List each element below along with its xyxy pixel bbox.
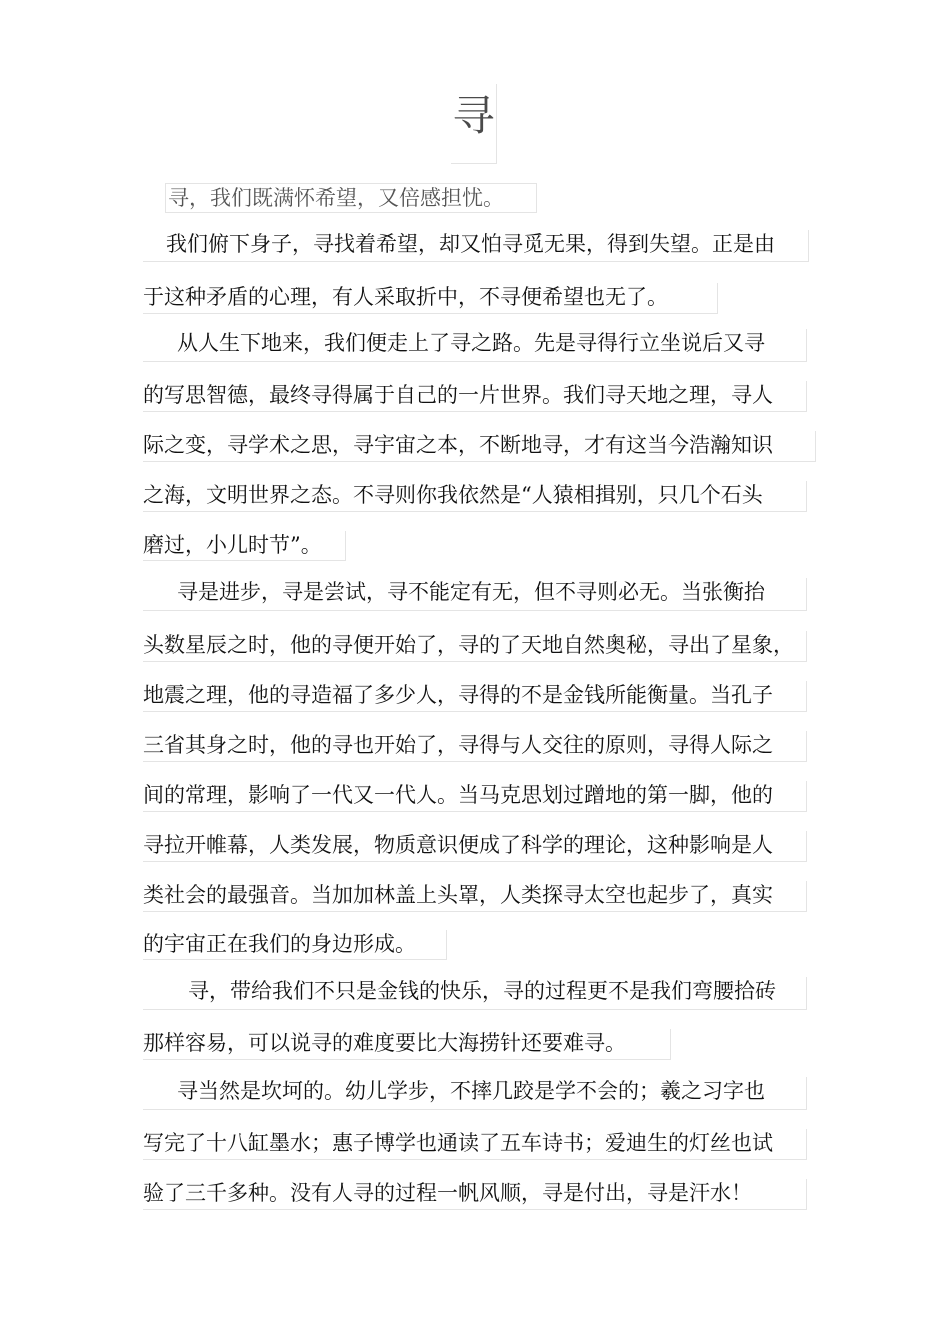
paragraph-line: 我们俯下身子，寻找着希望，却又怕寻觅无果，得到失望。正是由 — [143, 230, 809, 262]
paragraph-line: 磨过，小儿时节”。 — [143, 531, 346, 561]
paragraph-line: 那样容易，可以说寻的难度要比大海捞针还要难寻。 — [143, 1029, 671, 1060]
document-title: 寻 — [451, 84, 497, 164]
paragraph-line: 寻拉开帷幕，人类发展，物质意识便成了科学的理论，这种影响是人 — [143, 831, 807, 862]
paragraph-line: 三省其身之时，他的寻也开始了，寻得与人交往的原则，寻得人际之 — [143, 731, 807, 762]
paragraph-line: 间的常理，影响了一代又一代人。当马克思划过蹭地的第一脚，他的 — [143, 781, 807, 812]
document-subtitle: 寻，我们既满怀希望，又倍感担忧。 — [165, 183, 537, 213]
paragraph-line: 类社会的最强音。当加加林盖上头罩，人类探寻太空也起步了，真实 — [143, 881, 807, 912]
paragraph-line: 验了三千多种。没有人寻的过程一帆风顺，寻是付出，寻是汗水！ — [143, 1179, 807, 1210]
paragraph-line: 于这种矛盾的心理，有人采取折中，不寻便希望也无了。 — [143, 283, 718, 314]
paragraph-line: 的写思智德，最终寻得属于自己的一片世界。我们寻天地之理，寻人 — [143, 381, 807, 412]
paragraph-line: 之海，文明世界之态。不寻则你我依然是“人猿相揖别，只几个石头 — [143, 481, 807, 512]
paragraph-line: 从人生下地来，我们便走上了寻之路。先是寻得行立坐说后又寻 — [143, 329, 807, 362]
paragraph-line: 的宇宙正在我们的身边形成。 — [143, 930, 447, 960]
paragraph-line: 寻当然是坎坷的。幼儿学步，不摔几跤是学不会的；羲之习字也 — [143, 1077, 807, 1110]
paragraph-line: 寻是进步，寻是尝试，寻不能定有无，但不寻则必无。当张衡抬 — [143, 578, 807, 611]
paragraph-line: 写完了十八缸墨水；惠子博学也通读了五车诗书；爱迪生的灯丝也试 — [143, 1129, 807, 1160]
paragraph-line: 际之变，寻学术之思，寻宇宙之本，不断地寻，才有这当今浩瀚知识 — [143, 431, 816, 462]
paragraph-line: 头数星辰之时，他的寻便开始了，寻的了天地自然奥秘，寻出了星象， — [143, 631, 807, 662]
paragraph-line: 寻，带给我们不只是金钱的快乐，寻的过程更不是我们弯腰拾砖 — [143, 977, 807, 1010]
paragraph-line: 地震之理，他的寻造福了多少人，寻得的不是金钱所能衡量。当孔子 — [143, 681, 807, 712]
